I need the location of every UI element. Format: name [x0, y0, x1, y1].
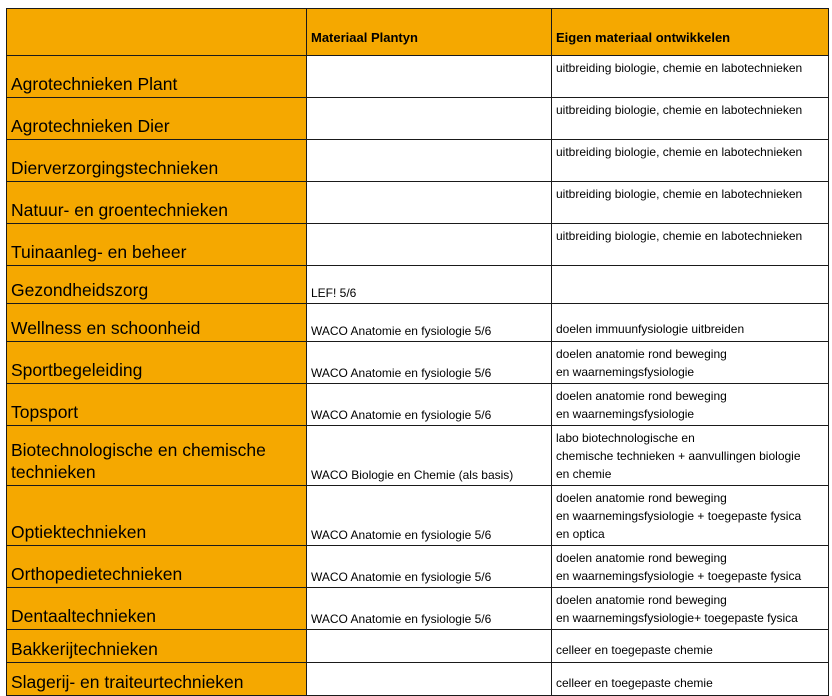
header-blank-cell [7, 9, 307, 56]
row-own [552, 426, 829, 486]
row-own [552, 342, 829, 384]
table-row [7, 486, 829, 546]
own-line: en waarnemingsfysiologie [556, 365, 695, 379]
own-line: uitbreiding biologie, chemie en labotechnieken [556, 229, 803, 243]
row-name: Gezondheidszorg [7, 266, 307, 304]
table-row [7, 384, 829, 426]
row-own [552, 304, 829, 342]
own-line: doelen anatomie rond beweging [556, 347, 727, 361]
own-line: uitbreiding biologie, chemie en labotechnieken [556, 103, 803, 117]
row-own [552, 546, 829, 588]
row-material: WACO Anatomie en fysiologie 5/6 [307, 486, 552, 546]
own-line: en waarnemingsfysiologie + toegepaste fysica [556, 569, 802, 583]
own-line: doelen anatomie rond beweging [556, 551, 727, 565]
table-row [7, 546, 829, 588]
row-material: WACO Biologie en Chemie (als basis) [307, 426, 552, 486]
own-line: en chemie [556, 467, 612, 481]
table-row [7, 588, 829, 630]
own-line: en waarnemingsfysiologie+ toegepaste fysica [556, 611, 798, 625]
own-line: uitbreiding biologie, chemie en labotechnieken [556, 61, 803, 75]
row-name: Slagerij- en traiteurtechnieken [7, 663, 307, 696]
header-materiaal-plantyn: Materiaal Plantyn [307, 9, 552, 56]
own-line: en optica [556, 527, 605, 541]
row-name: Dierverzorgingstechnieken [7, 140, 307, 182]
row-material [307, 663, 552, 696]
row-own [552, 98, 829, 140]
row-name: Topsport [7, 384, 307, 426]
row-name: Wellness en schoonheid [7, 304, 307, 342]
row-own [552, 588, 829, 630]
table-row [7, 140, 829, 182]
own-line: celleer en toegepaste chemie [556, 643, 713, 657]
header-row [7, 9, 829, 56]
row-own [552, 486, 829, 546]
table-row [7, 342, 829, 384]
row-own [552, 182, 829, 224]
row-material: WACO Anatomie en fysiologie 5/6 [307, 384, 552, 426]
row-name: Tuinaanleg- en beheer [7, 224, 307, 266]
own-line: labo biotechnologische en [556, 431, 695, 445]
row-own [552, 384, 829, 426]
row-name: Sportbegeleiding [7, 342, 307, 384]
row-material [307, 56, 552, 98]
table-row [7, 426, 829, 486]
table-row [7, 56, 829, 98]
row-material [307, 140, 552, 182]
row-own [552, 224, 829, 266]
table-row [7, 630, 829, 663]
row-own [552, 663, 829, 696]
header-eigen-materiaal: Eigen materiaal ontwikkelen [552, 9, 829, 56]
own-line: uitbreiding biologie, chemie en labotechnieken [556, 145, 803, 159]
own-line: en waarnemingsfysiologie + toegepaste fysica [556, 509, 802, 523]
row-name: Natuur- en groentechnieken [7, 182, 307, 224]
row-name: Agrotechnieken Dier [7, 98, 307, 140]
row-own [552, 56, 829, 98]
table-row [7, 266, 829, 304]
own-line: en waarnemingsfysiologie [556, 407, 695, 421]
row-own [552, 140, 829, 182]
table-row [7, 304, 829, 342]
row-material: WACO Anatomie en fysiologie 5/6 [307, 588, 552, 630]
row-own [552, 630, 829, 663]
own-line: doelen anatomie rond beweging [556, 389, 727, 403]
own-line: doelen anatomie rond beweging [556, 593, 727, 607]
own-line: uitbreiding biologie, chemie en labotechnieken [556, 187, 803, 201]
row-own [552, 266, 829, 304]
table-row [7, 224, 829, 266]
own-line: celleer en toegepaste chemie [556, 676, 713, 690]
row-material: WACO Anatomie en fysiologie 5/6 [307, 342, 552, 384]
own-line: doelen immuunfysiologie uitbreiden [556, 322, 745, 336]
table-row [7, 98, 829, 140]
row-name: Bakkerijtechnieken [7, 630, 307, 663]
row-material: LEF! 5/6 [307, 266, 552, 304]
row-material: WACO Anatomie en fysiologie 5/6 [307, 546, 552, 588]
row-name: Optiektechnieken [7, 486, 307, 546]
row-name: Agrotechnieken Plant [7, 56, 307, 98]
row-material [307, 630, 552, 663]
row-material [307, 182, 552, 224]
curriculum-table [6, 8, 829, 696]
own-line: doelen anatomie rond beweging [556, 491, 727, 505]
row-material [307, 98, 552, 140]
row-name: Orthopedietechnieken [7, 546, 307, 588]
row-name: Dentaaltechnieken [7, 588, 307, 630]
table-row [7, 663, 829, 696]
row-material: WACO Anatomie en fysiologie 5/6 [307, 304, 552, 342]
row-name: Biotechnologische en chemische technieken [7, 426, 307, 486]
table-row [7, 182, 829, 224]
row-material [307, 224, 552, 266]
own-line: chemische technieken + aanvullingen biologie [556, 449, 801, 463]
